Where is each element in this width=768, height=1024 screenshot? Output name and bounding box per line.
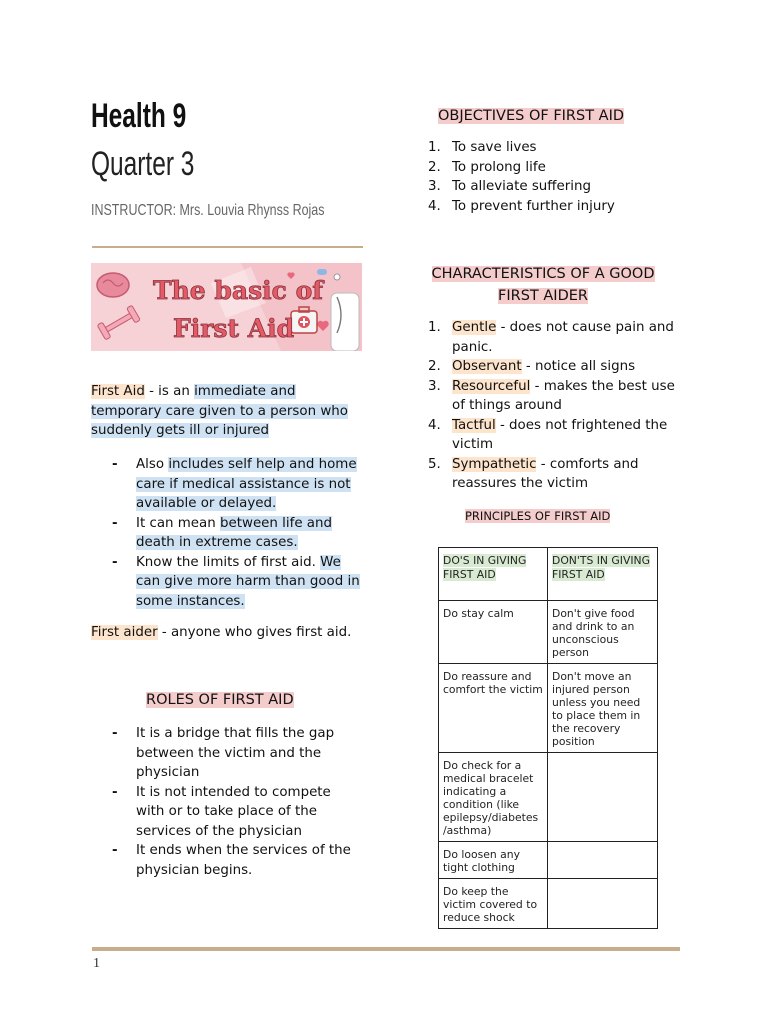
- list-item: 2. To prolong life: [428, 159, 546, 175]
- table-header-donts: DON'TS IN GIVING FIRST AID: [548, 548, 658, 601]
- table-header-row: [439, 548, 658, 601]
- table-cell: Do reassure and comfort the victim: [439, 664, 548, 753]
- table-cell: Do stay calm: [439, 601, 548, 664]
- pill-icon: [317, 269, 327, 275]
- list-item: 2. Observant - notice all signs: [428, 359, 636, 374]
- title-divider: [92, 246, 363, 248]
- first-aid-banner: [91, 263, 362, 351]
- list-item: 3. To alleviate suffering: [428, 179, 591, 194]
- list-item: 1. To save lives: [428, 140, 537, 155]
- first-aider-definition: First aider - anyone who gives first aid.: [91, 625, 352, 640]
- table-row: [439, 842, 658, 879]
- term-first-aider: First aider: [91, 625, 158, 640]
- table-row: [439, 753, 658, 842]
- list-item: 4. To prevent further injury: [428, 198, 615, 214]
- first-aid-definition: First Aid - is an immediate and temporary care given to a person who suddenly gets ill or injured: [91, 384, 348, 438]
- principles-table: [438, 547, 658, 929]
- banner-title-line2: First Aid: [173, 314, 295, 343]
- list-item: - Know the limits of first aid. We can give more harm than good in some instances.: [112, 553, 362, 612]
- term-first-aid: First Aid: [91, 384, 145, 399]
- table-cell: Don't move an injured person unless you need to place them in the recovery position: [548, 664, 658, 753]
- table-cell: Do loosen any tight clothing: [439, 842, 548, 879]
- objectives-heading: OBJECTIVES OF FIRST AID: [438, 108, 625, 124]
- table-header-dos: DO'S IN GIVING FIRST AID: [439, 548, 548, 601]
- principles-heading: PRINCIPLES OF FIRST AID: [465, 509, 611, 523]
- table-row: [439, 879, 658, 929]
- table-row: [439, 664, 658, 753]
- table-row: [439, 601, 658, 664]
- list-item: - It can mean between life and death in extreme cases.: [112, 514, 362, 553]
- list-item: 5. Sympathetic - comforts and reassures the victim: [428, 456, 639, 491]
- list-item: - Also includes self help and home care if medical assistance is not available or delayed.: [112, 455, 362, 514]
- characteristics-list: [428, 318, 688, 494]
- characteristics-heading: CHARACTERISTICS OF A GOOD FIRST AIDER: [431, 266, 655, 304]
- table-cell: Don't give food and drink to an unconscious person: [548, 601, 658, 664]
- list-item: - It is not intended to compete with or to take place of the services of the physician: [112, 783, 362, 842]
- table-cell: [548, 879, 658, 929]
- roles-list: [112, 724, 362, 880]
- list-item: 3. Resourceful - makes the best use of things around: [428, 378, 675, 413]
- document-title: Health 9: [91, 97, 187, 135]
- table-cell: Do check for a medical bracelet indicating a condition (like epilepsy/diabetes /asthma): [439, 753, 548, 842]
- list-item: 4. Tactful - does not frightened the victim: [428, 417, 668, 452]
- page-number: 1: [93, 956, 100, 971]
- instructor-line: INSTRUCTOR: Mrs. Louvia Rhynss Rojas: [91, 202, 325, 219]
- brain-icon: [97, 273, 129, 297]
- table-cell: [548, 842, 658, 879]
- first-aid-notes-list: [112, 455, 362, 611]
- document-subtitle: Quarter 3: [91, 145, 195, 183]
- roles-heading: ROLES OF FIRST AID: [146, 692, 294, 708]
- table-cell: [548, 753, 658, 842]
- list-item: 1. Gentle - does not cause pain and panic.: [428, 320, 674, 355]
- doctor-figure-icon: [331, 293, 359, 351]
- list-item: - It ends when the services of the physician begins.: [112, 841, 362, 880]
- footer-divider: [92, 947, 680, 951]
- banner-title-line1: The basic of: [153, 276, 323, 305]
- first-aid-kit-icon: [291, 307, 317, 333]
- objectives-list: [428, 138, 688, 216]
- table-cell: Do keep the victim covered to reduce shock: [439, 879, 548, 929]
- first-aid-definition-text: immediate and temporary care given to a person who suddenly gets ill or injured: [91, 384, 348, 438]
- banner-illustration: [91, 263, 362, 351]
- list-item: - It is a bridge that fills the gap between the victim and the physician: [112, 724, 362, 783]
